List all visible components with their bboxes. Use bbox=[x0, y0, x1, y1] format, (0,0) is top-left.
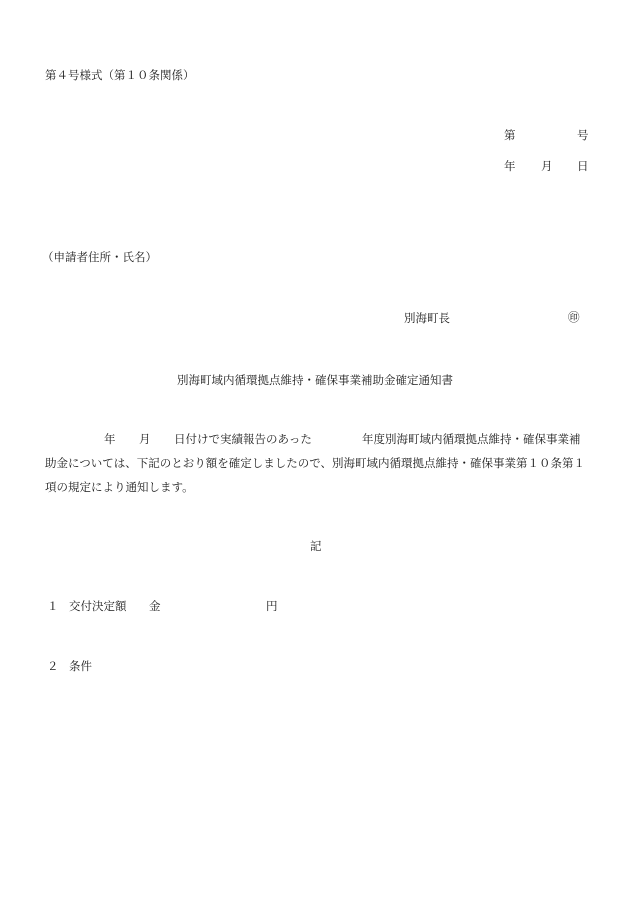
item-2-label: 条件 bbox=[69, 659, 92, 673]
item-1-yen: 円 bbox=[266, 599, 278, 613]
item-1-kin: 金 bbox=[149, 599, 161, 613]
document-title: 別海町域内循環拠点維持・確保事業補助金確定通知書 bbox=[177, 373, 453, 387]
ki-heading: 記 bbox=[310, 539, 322, 553]
body-month: 月 bbox=[139, 432, 151, 446]
doc-number-suffix: 号 bbox=[577, 128, 589, 142]
item-1-label: 交付決定額 bbox=[69, 599, 127, 613]
date-day: 日 bbox=[577, 159, 589, 173]
body-year: 年 bbox=[104, 432, 116, 446]
form-number: 第４号様式（第１０条関係） bbox=[45, 68, 195, 82]
item-2-number: ２ bbox=[47, 659, 59, 673]
body-line1-core: 日付けで実績報告のあった bbox=[174, 432, 312, 446]
body-line2: 助金については、下記のとおり額を確定しましたので、別海町域内循環拠点維持・確保事業第１０条第１ bbox=[45, 456, 586, 470]
body-line1-tail: 年度別海町域内循環拠点維持・確保事業補 bbox=[362, 432, 581, 446]
date-year: 年 bbox=[504, 159, 516, 173]
item-1-number: １ bbox=[47, 599, 59, 613]
applicant-label: （申請者住所・氏名） bbox=[42, 250, 157, 264]
body-line3: 項の規定により通知します。 bbox=[45, 480, 194, 494]
seal-mark: ㊞ bbox=[568, 310, 580, 324]
date-month: 月 bbox=[541, 159, 553, 173]
issuer-mayor: 別海町長 bbox=[404, 311, 450, 325]
doc-number-prefix: 第 bbox=[504, 128, 516, 142]
